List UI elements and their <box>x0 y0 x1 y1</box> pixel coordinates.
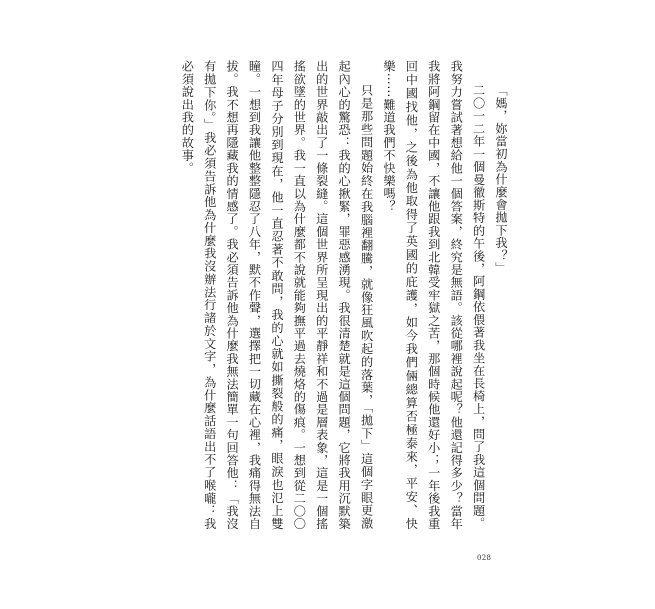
paragraph-confession: 只是那些問題始終在我腦裡翻騰，就像狂風吹起的落葉，「拋下」這個字眼更激起內心的驚恐：我的心揪緊，罪惡感湧現。我很清楚就是這個問題，它將我用沉默築出的世界敲出了一條裂縫。這個世界所呈現出的平靜祥和不過是層表象，這是一個搖搖欲墜的世界。我一直以為什麼都不說就能夠撫平過去燒烙的傷痕。一想到從二〇〇四年母子分別到現在，他一直忍著不敢問，我的心就如撕裂般的痛，眼淚也氾上雙瞳。一想到我讓他整整隱忍了八年，默不作聲，選擇把一切藏在心裡，我痛得無法自拔。我不想再隱藏我的情感了。我必須告訴他為什麼我無法簡單一句回答他：「我沒有拋下你。」我必須告訴他為什麼我沒辦法行諸於文字，為什麼話語出不了喉嚨：我必須說出我的故事。 <box>180 60 374 530</box>
vertical-text-body <box>176 60 512 530</box>
page-number: 028 <box>477 554 492 562</box>
paragraph-question: 「媽，妳當初為什麼會拋下我？」 <box>494 84 508 275</box>
paragraph-manchester: 二〇一二年一個曼徹斯特的午後，阿鋼依偎著我坐在長椅上，問了我這個問題。我努力嘗試著想給他一個答案，終究是無語。該從哪裡說起呢？他還記得多少？當年我將阿鋼留在中國，不讓他跟我到北韓受牢獄之苦，那個時候他還好小；一年後我重回中國找他，之後為他取得了英國的庇護，如今我們倆總算否極泰來，平安、快樂⋯⋯難道我們不快樂嗎？ <box>381 60 486 530</box>
